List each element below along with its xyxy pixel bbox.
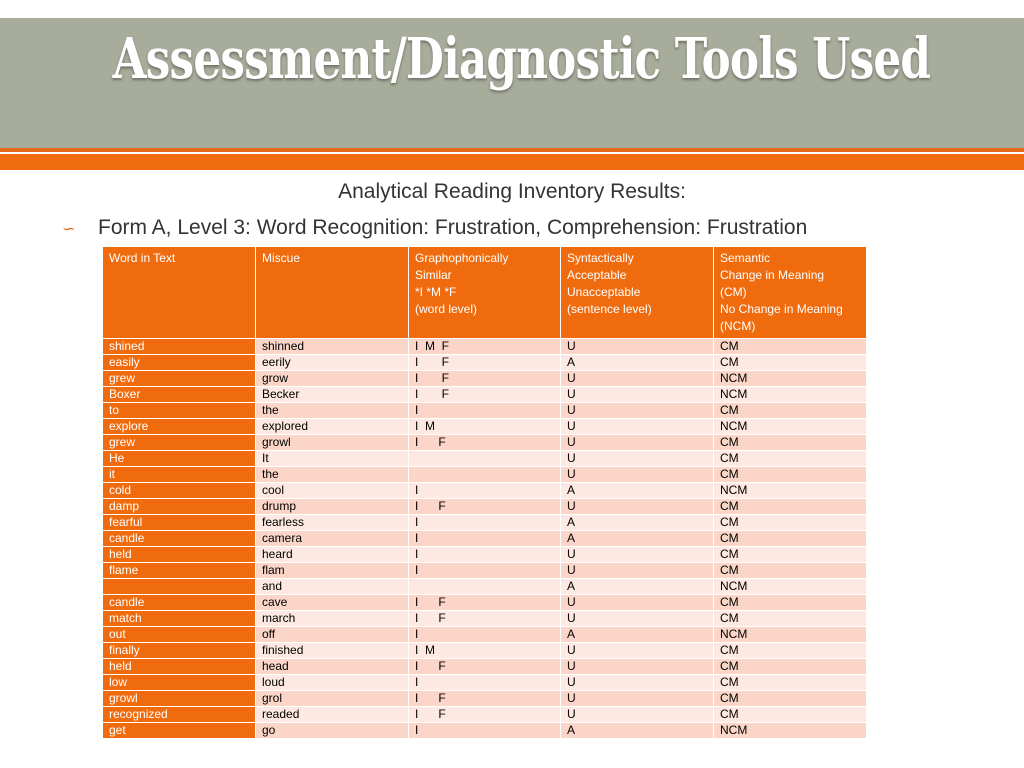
column-header-line: Acceptable <box>567 268 627 282</box>
syntactic-cell: A <box>561 515 714 531</box>
syntactic-cell: U <box>561 707 714 723</box>
table-row <box>103 659 867 675</box>
graphophonic-cell: I F <box>409 435 561 451</box>
miscue-cell: grol <box>256 691 409 707</box>
column-header-line: (CM) <box>720 285 747 299</box>
syntactic-cell: U <box>561 595 714 611</box>
bullet-icon: ∽ <box>62 221 76 238</box>
word-in-text-cell: match <box>103 611 256 627</box>
word-in-text-cell: grew <box>103 435 256 451</box>
semantic-cell: CM <box>714 515 867 531</box>
miscue-cell: Becker <box>256 387 409 403</box>
graphophonic-cell: I <box>409 403 561 419</box>
word-in-text-cell: easily <box>103 355 256 371</box>
column-header <box>409 247 561 339</box>
syntactic-cell: A <box>561 627 714 643</box>
table-row <box>103 371 867 387</box>
word-in-text-cell: out <box>103 627 256 643</box>
word-in-text-cell: get <box>103 723 256 739</box>
column-header <box>561 247 714 339</box>
syntactic-cell: U <box>561 451 714 467</box>
word-in-text-cell: flame <box>103 563 256 579</box>
slide-title: Assessment/Diagnostic Tools Used <box>112 26 931 92</box>
miscue-cell: shinned <box>256 339 409 355</box>
syntactic-cell: U <box>561 339 714 355</box>
table-row <box>103 531 867 547</box>
table-row <box>103 547 867 563</box>
table-row <box>103 387 867 403</box>
graphophonic-cell: I <box>409 547 561 563</box>
column-header <box>103 247 256 339</box>
semantic-cell: CM <box>714 707 867 723</box>
column-header-line: (NCM) <box>720 319 756 333</box>
column-header-line: Semantic <box>720 251 771 265</box>
accent-rule-thick <box>0 154 1024 170</box>
miscue-cell: and <box>256 579 409 595</box>
column-header-line: Syntactically <box>567 251 634 265</box>
miscue-table <box>102 246 867 739</box>
graphophonic-cell: I <box>409 515 561 531</box>
semantic-cell: CM <box>714 467 867 483</box>
word-in-text-cell: grew <box>103 371 256 387</box>
word-in-text-cell: explore <box>103 419 256 435</box>
semantic-cell: NCM <box>714 579 867 595</box>
semantic-cell: CM <box>714 595 867 611</box>
graphophonic-cell: I F <box>409 595 561 611</box>
semantic-cell: CM <box>714 451 867 467</box>
bullet-text: Form A, Level 3: Word Recognition: Frustration, Comprehension: Frustration <box>98 216 808 239</box>
table-row <box>103 707 867 723</box>
miscue-cell: It <box>256 451 409 467</box>
graphophonic-cell <box>409 451 561 467</box>
semantic-cell: CM <box>714 435 867 451</box>
word-in-text-cell: low <box>103 675 256 691</box>
table-row <box>103 483 867 499</box>
miscue-cell: loud <box>256 675 409 691</box>
miscue-cell: off <box>256 627 409 643</box>
table-row <box>103 675 867 691</box>
column-header <box>714 247 867 339</box>
table-row <box>103 627 867 643</box>
word-in-text-cell: Boxer <box>103 387 256 403</box>
word-in-text-cell: to <box>103 403 256 419</box>
word-in-text-cell: finally <box>103 643 256 659</box>
word-in-text-cell: damp <box>103 499 256 515</box>
table-row <box>103 435 867 451</box>
graphophonic-cell: I F <box>409 659 561 675</box>
miscue-cell: fearless <box>256 515 409 531</box>
graphophonic-cell: I <box>409 483 561 499</box>
miscue-cell: heard <box>256 547 409 563</box>
semantic-cell: CM <box>714 643 867 659</box>
graphophonic-cell: I F <box>409 371 561 387</box>
graphophonic-cell: I F <box>409 707 561 723</box>
column-header <box>256 247 409 339</box>
miscue-cell: cave <box>256 595 409 611</box>
syntactic-cell: U <box>561 403 714 419</box>
word-in-text-cell: candle <box>103 531 256 547</box>
miscue-cell: flam <box>256 563 409 579</box>
graphophonic-cell: I F <box>409 355 561 371</box>
syntactic-cell: U <box>561 611 714 627</box>
word-in-text-cell: recognized <box>103 707 256 723</box>
miscue-cell: cool <box>256 483 409 499</box>
syntactic-cell: A <box>561 355 714 371</box>
semantic-cell: NCM <box>714 371 867 387</box>
miscue-cell: eerily <box>256 355 409 371</box>
graphophonic-cell: I M F <box>409 339 561 355</box>
table-row <box>103 419 867 435</box>
accent-rule-thin <box>0 148 1024 152</box>
word-in-text-cell: held <box>103 659 256 675</box>
graphophonic-cell <box>409 467 561 483</box>
semantic-cell: NCM <box>714 483 867 499</box>
column-header-line: (sentence level) <box>567 302 652 316</box>
table-body <box>103 339 867 739</box>
syntactic-cell: U <box>561 419 714 435</box>
miscue-cell: the <box>256 467 409 483</box>
word-in-text-cell: growl <box>103 691 256 707</box>
graphophonic-cell: I <box>409 675 561 691</box>
column-header-line: Change in Meaning <box>720 268 825 282</box>
miscue-cell: grow <box>256 371 409 387</box>
miscue-cell: the <box>256 403 409 419</box>
word-in-text-cell: candle <box>103 595 256 611</box>
syntactic-cell: U <box>561 467 714 483</box>
column-header-line: Miscue <box>262 251 301 265</box>
semantic-cell: NCM <box>714 387 867 403</box>
graphophonic-cell: I F <box>409 499 561 515</box>
syntactic-cell: U <box>561 435 714 451</box>
table-row <box>103 467 867 483</box>
bullet-point <box>62 216 807 240</box>
semantic-cell: CM <box>714 403 867 419</box>
table-row <box>103 515 867 531</box>
word-in-text-cell <box>103 579 256 595</box>
semantic-cell: CM <box>714 611 867 627</box>
semantic-cell: CM <box>714 499 867 515</box>
miscue-cell: explored <box>256 419 409 435</box>
word-in-text-cell: shined <box>103 339 256 355</box>
word-in-text-cell: He <box>103 451 256 467</box>
syntactic-cell: U <box>561 691 714 707</box>
syntactic-cell: U <box>561 659 714 675</box>
miscue-cell: growl <box>256 435 409 451</box>
column-header-line: *I *M *F <box>415 285 457 299</box>
graphophonic-cell: I M <box>409 419 561 435</box>
semantic-cell: CM <box>714 659 867 675</box>
slide-subtitle: Analytical Reading Inventory Results: <box>338 180 686 203</box>
syntactic-cell: U <box>561 547 714 563</box>
table-row <box>103 355 867 371</box>
miscue-cell: march <box>256 611 409 627</box>
graphophonic-cell: I <box>409 627 561 643</box>
miscue-cell: go <box>256 723 409 739</box>
semantic-cell: CM <box>714 547 867 563</box>
syntactic-cell: A <box>561 483 714 499</box>
table-row <box>103 339 867 355</box>
semantic-cell: NCM <box>714 419 867 435</box>
syntactic-cell: U <box>561 643 714 659</box>
table-row <box>103 499 867 515</box>
syntactic-cell: A <box>561 531 714 547</box>
table-header-row <box>103 247 867 339</box>
semantic-cell: NCM <box>714 627 867 643</box>
semantic-cell: CM <box>714 531 867 547</box>
table-row <box>103 595 867 611</box>
word-in-text-cell: fearful <box>103 515 256 531</box>
graphophonic-cell: I M <box>409 643 561 659</box>
column-header-line: Word in Text <box>109 251 176 265</box>
column-header-line: Graphophonically <box>415 251 509 265</box>
table-row <box>103 611 867 627</box>
graphophonic-cell: I F <box>409 691 561 707</box>
semantic-cell: CM <box>714 675 867 691</box>
word-in-text-cell: held <box>103 547 256 563</box>
syntactic-cell: A <box>561 579 714 595</box>
table-row <box>103 643 867 659</box>
column-header-line: Similar <box>415 268 452 282</box>
word-in-text-cell: cold <box>103 483 256 499</box>
miscue-cell: finished <box>256 643 409 659</box>
column-header-line: (word level) <box>415 302 478 316</box>
table-row <box>103 451 867 467</box>
table-row <box>103 579 867 595</box>
syntactic-cell: A <box>561 723 714 739</box>
semantic-cell: CM <box>714 563 867 579</box>
semantic-cell: CM <box>714 339 867 355</box>
table-row <box>103 403 867 419</box>
graphophonic-cell: I <box>409 723 561 739</box>
syntactic-cell: U <box>561 371 714 387</box>
miscue-cell: drump <box>256 499 409 515</box>
graphophonic-cell: I <box>409 531 561 547</box>
table-row <box>103 563 867 579</box>
semantic-cell: CM <box>714 691 867 707</box>
graphophonic-cell <box>409 579 561 595</box>
syntactic-cell: U <box>561 387 714 403</box>
miscue-cell: camera <box>256 531 409 547</box>
column-header-line: No Change in Meaning <box>720 302 843 316</box>
semantic-cell: CM <box>714 355 867 371</box>
syntactic-cell: U <box>561 563 714 579</box>
miscue-cell: head <box>256 659 409 675</box>
graphophonic-cell: I F <box>409 611 561 627</box>
word-in-text-cell: it <box>103 467 256 483</box>
graphophonic-cell: I <box>409 563 561 579</box>
table-row <box>103 691 867 707</box>
miscue-cell: readed <box>256 707 409 723</box>
semantic-cell: NCM <box>714 723 867 739</box>
table-row <box>103 723 867 739</box>
graphophonic-cell: I F <box>409 387 561 403</box>
syntactic-cell: U <box>561 675 714 691</box>
syntactic-cell: U <box>561 499 714 515</box>
column-header-line: Unacceptable <box>567 285 641 299</box>
